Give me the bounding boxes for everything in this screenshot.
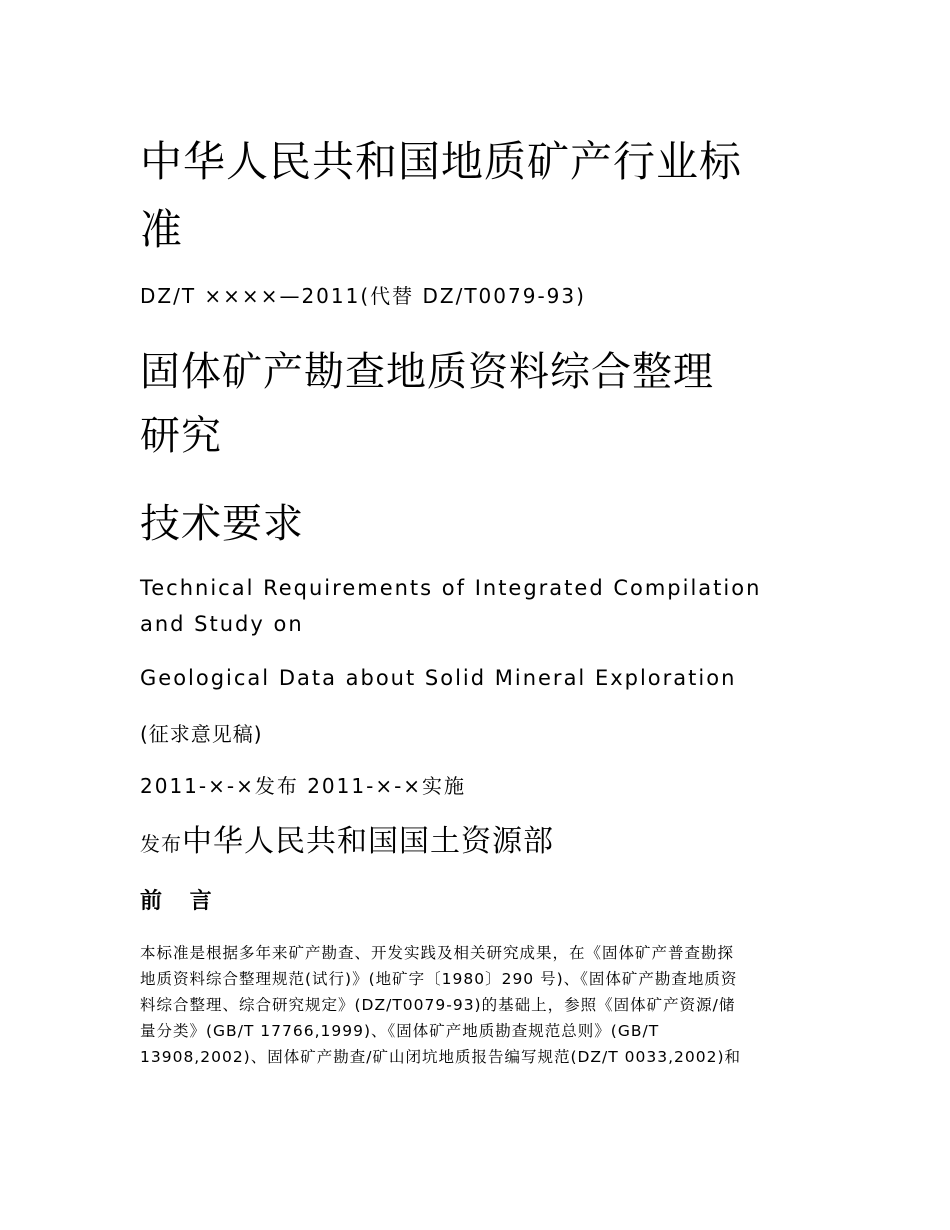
foreword-line: 13908,2002)、固体矿产勘查/矿山闭坑地质报告编写规范(DZ/T 0033,2002)和 [140, 1048, 742, 1066]
standard-code: DZ/T ××××—2011(代替 DZ/T0079-93) [140, 284, 586, 308]
foreword-line: 本标准是根据多年来矿产勘查、开发实践及相关研究成果，在《固体矿产普查勘探 [140, 944, 735, 962]
title-line: 中华人民共和国地质矿产行业标 [140, 137, 743, 186]
document-subtitle: 技术要求 [140, 501, 304, 547]
issuer-prefix: 发布 [140, 832, 182, 856]
title-line: 准 [140, 205, 184, 254]
publication-dates: 2011-×-×发布 2011-×-×实施 [140, 774, 467, 798]
foreword-line: 量分类》(GB/T 17766,1999)、《固体矿产地质勘查规范总则》(GB/T [140, 1022, 660, 1040]
foreword-body [140, 940, 810, 1070]
english-title-line: Geological Data about Solid Mineral Exploration [140, 666, 737, 690]
issuer-name: 中华人民共和国国土资源部 [182, 824, 554, 859]
draft-note: (征求意见稿) [140, 722, 263, 746]
english-title-line: and Study on [140, 612, 304, 636]
document-title-line: 固体矿产勘查地质资料综合整理 [140, 349, 714, 395]
foreword-line: 地质资料综合整理规范(试行)》(地矿字〔1980〕290 号)、《固体矿产勘查地质资 [140, 970, 738, 988]
foreword-line: 料综合整理、综合研究规定》(DZ/T0079-93)的基础上，参照《固体矿产资源/储 [140, 996, 736, 1014]
foreword-heading: 前 言 [140, 889, 222, 914]
document-title-line: 研究 [140, 413, 222, 459]
document-title [140, 340, 810, 468]
english-title [140, 570, 810, 642]
issuer [140, 818, 810, 866]
standard-category-title [140, 128, 810, 264]
english-title-line: Technical Requirements of Integrated Compilation [140, 576, 762, 600]
